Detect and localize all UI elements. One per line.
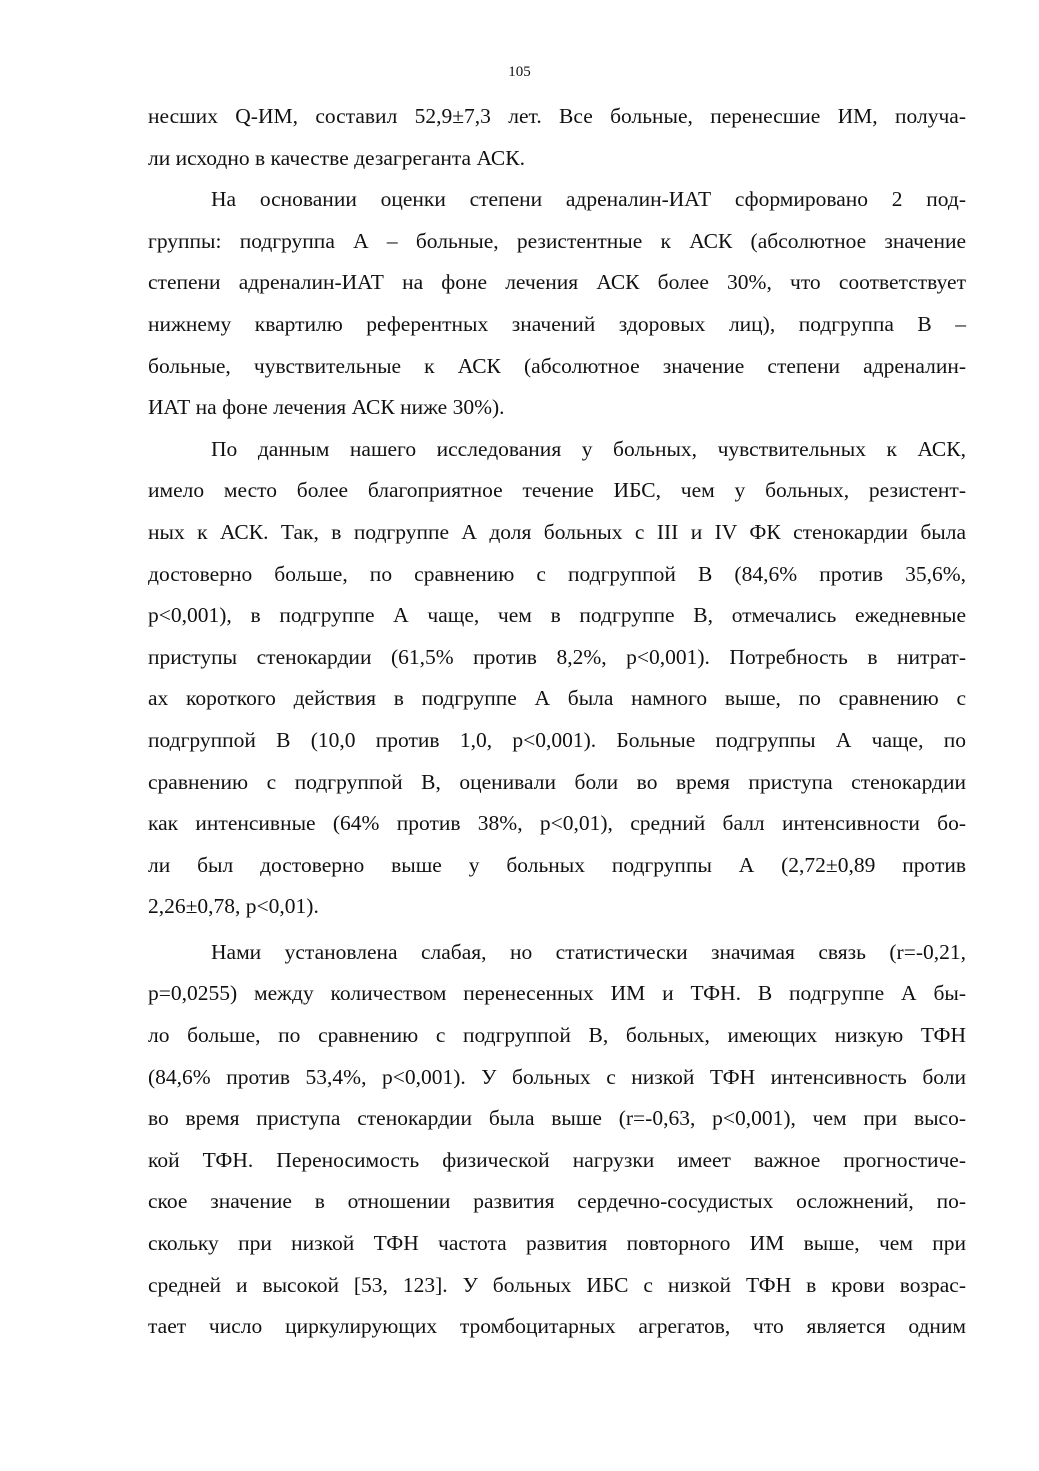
text-line: ло больше, по сравнению с подгруппой В, больных, имеющих низкую ТФН [148,1023,966,1048]
text-line: подгруппой В (10,0 против 1,0, р<0,001). Больные подгруппы А чаще, по [148,727,966,752]
body-text [148,96,966,1348]
text-line: ИАТ на фоне лечения АСК ниже 30%). [148,395,505,420]
text-line: 2,26±0,78, р<0,01). [148,894,319,919]
text-line: ли был достоверно выше у больных подгруппы А (2,72±0,89 против [148,852,966,877]
text-line: ское значение в отношении развития сердечно-сосудистых осложнений, по- [148,1189,966,1214]
paragraph-2 [148,179,966,429]
text-line: имело место более благоприятное течение ИБС, чем у больных, резистент- [148,478,966,503]
text-line: сравнению с подгруппой В, оценивали боли во время приступа стенокардии [148,769,966,794]
text-line: Нами установлена слабая, но статистически значимая связь (r=-0,21, [211,939,966,964]
page-number: 105 [508,64,531,80]
text-line: группы: подгруппа А – больные, резистентные к АСК (абсолютное значение [148,228,966,253]
text-line: ли исходно в качестве дезагреганта АСК. [148,145,525,170]
text-line: достоверно больше, по сравнению с подгруппой В (84,6% против 35,6%, [148,561,966,586]
paragraph-4 [148,932,966,1348]
text-line: По данным нашего исследования у больных, чувствительных к АСК, [211,436,966,461]
paragraph-1 [148,96,966,179]
text-line: нижнему квартилю референтных значений здоровых лиц), подгруппа В – [148,311,966,336]
paragraph-3 [148,429,966,928]
text-line: как интенсивные (64% против 38%, р<0,01), средний балл интенсивности бо- [148,811,966,836]
text-line: тает число циркулирующих тромбоцитарных агрегатов, что является одним [148,1314,966,1339]
text-line: во время приступа стенокардии была выше (r=-0,63, р<0,001), чем при высо- [148,1106,966,1131]
text-line: скольку при низкой ТФН частота развития повторного ИМ выше, чем при [148,1231,966,1256]
text-line: ах короткого действия в подгруппе А была намного выше, по сравнению с [148,686,966,711]
text-line: р=0,0255) между количеством перенесенных ИМ и ТФН. В подгруппе А бы- [148,981,966,1006]
text-line: ных к АСК. Так, в подгруппе А доля больных с III и IV ФК стенокардии была [148,519,966,544]
text-line: приступы стенокардии (61,5% против 8,2%, р<0,001). Потребность в нитрат- [148,644,966,669]
text-line: больные, чувствительные к АСК (абсолютное значение степени адреналин- [148,353,966,378]
text-line: р<0,001), в подгруппе А чаще, чем в подгруппе В, отмечались ежедневные [148,603,966,628]
text-line: (84,6% против 53,4%, р<0,001). У больных с низкой ТФН интенсивность боли [148,1064,966,1089]
text-line: степени адреналин-ИАТ на фоне лечения АСК более 30%, что соответствует [148,270,966,295]
text-line: средней и высокой [53, 123]. У больных ИБС с низкой ТФН в крови возрас- [148,1272,966,1297]
text-line: На основании оценки степени адреналин-ИАТ сформировано 2 под- [211,187,966,212]
text-line: несших Q-ИМ, составил 52,9±7,3 лет. Все больные, перенесшие ИМ, получа- [148,104,966,128]
text-line: кой ТФН. Переносимость физической нагрузки имеет важное прогностиче- [148,1147,966,1172]
